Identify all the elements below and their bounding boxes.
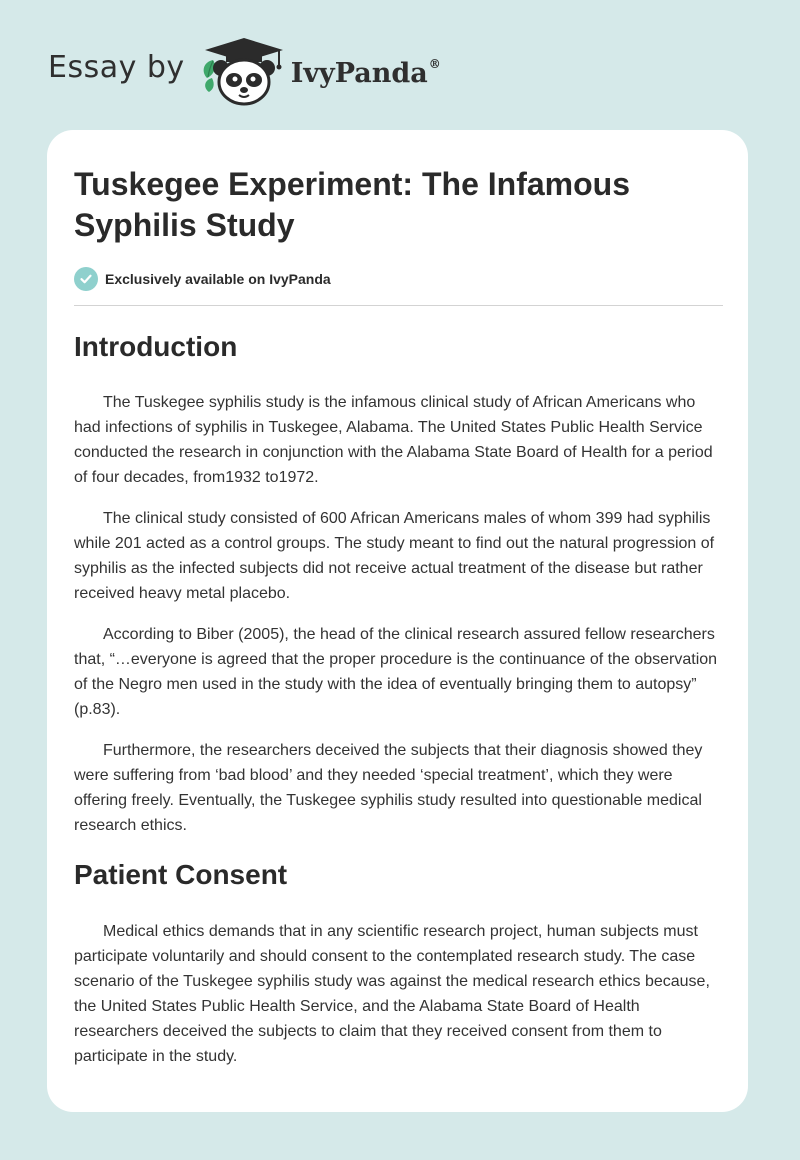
exclusive-badge-label: Exclusively available on IvyPanda — [105, 271, 331, 287]
paragraph: Medical ethics demands that in any scientific research project, human subjects must participate voluntarily and should consent to the contemplated research study. The case scenario of the Tuskegee syphilis study was against the medical research ethics because, the United States Public Health Service, and the Alabama State Board of Health researchers deceived the subjects to claim that they received consent from them to participate in the study. — [74, 923, 710, 1065]
paragraph: The clinical study consisted of 600 African Americans males of whom 399 had syphilis while 201 acted as a control groups. The study meant to find out the natural progression of syphilis as the infected subjects did not receive actual treatment of the disease but rather received heavy metal placebo. — [74, 510, 715, 602]
essay-card — [47, 130, 748, 1112]
essay-by-label: Essay by — [48, 49, 185, 85]
paragraph: Furthermore, the researchers deceived the subjects that their diagnosis showed they were suffering from ‘bad blood’ and they needed ‘special treatment’, which they were offering freely. Eventually, the Tuskegee syphilis study resulted into questionable medical research ethics. — [74, 742, 703, 834]
paragraph: The Tuskegee syphilis study is the infamous clinical study of African Americans who had infections of syphilis in Tuskegee, Alabama. The United States Public Health Service conducted the research in conjunction with the Alabama State Board of Health for a period of four decades, from1932 to1972. — [74, 394, 713, 486]
brand-name[interactable] — [291, 57, 441, 89]
exclusive-badge — [74, 266, 724, 292]
section-heading-introduction: Introduction — [74, 331, 238, 362]
registered-mark: ® — [428, 57, 441, 71]
check-icon — [74, 267, 98, 291]
brand-text: IvyPanda — [290, 58, 428, 89]
paragraph: According to Biber (2005), the head of the clinical research assured fellow researchers that, “…everyone is agreed that the proper procedure is the continuance of the observation of the Negro men used in the study with the idea of eventually bringing them to autopsy” (p.83). — [74, 626, 718, 718]
divider — [74, 305, 723, 306]
site-header — [48, 34, 441, 108]
section-heading-patient-consent: Patient Consent — [74, 859, 288, 890]
essay-title: Tuskegee Experiment: The Infamous Syphilis Study — [74, 166, 630, 243]
essay-content — [74, 164, 724, 1069]
panda-graduate-icon[interactable] — [199, 34, 289, 108]
